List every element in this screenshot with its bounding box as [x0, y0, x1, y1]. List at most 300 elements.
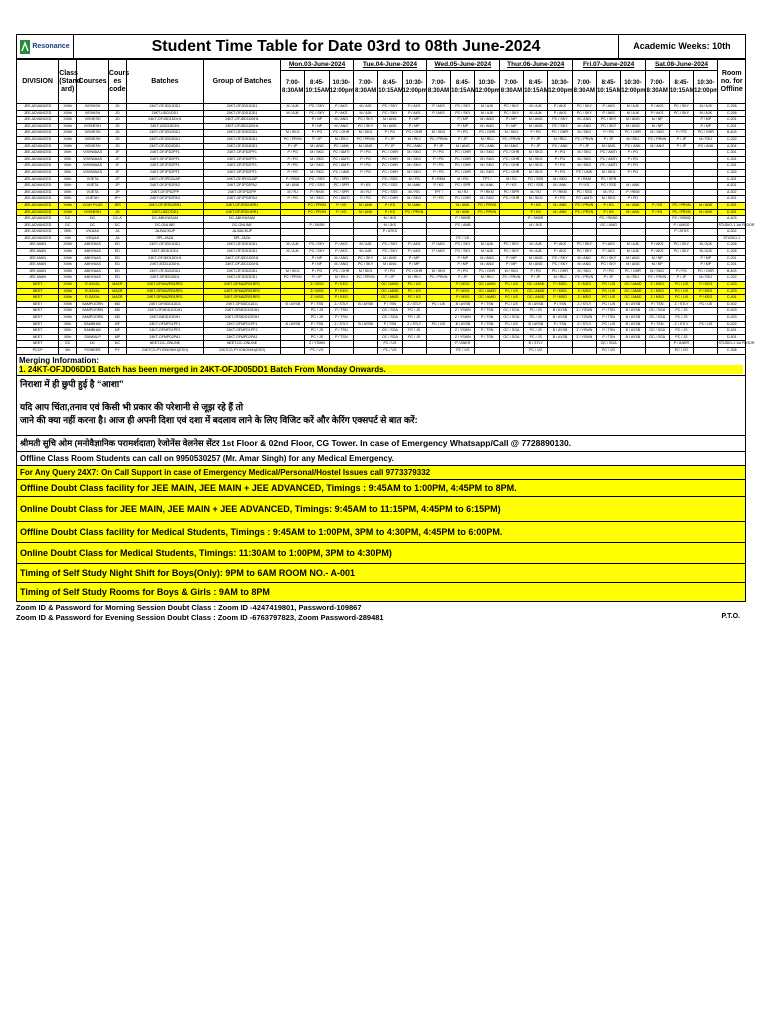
class-cell: DC [59, 222, 77, 229]
session-cell: P / PG [669, 268, 693, 275]
col-division: DIVISION [17, 60, 59, 104]
session-cell: P / PG [524, 268, 548, 275]
zoom-morning: Zoom ID & Password for Morning Session Doubt Class : Zoom ID -4247419801, Password-109867 [16, 602, 362, 612]
session-cell [694, 222, 718, 229]
session-cell: PC / US [378, 341, 402, 348]
session-cell [329, 341, 353, 348]
session-cell: P / MP [402, 123, 426, 130]
course-code-cell: MF [108, 321, 126, 328]
session-cell: M / ANG [621, 117, 645, 124]
session-cell: M / SKG [281, 130, 305, 137]
session-cell: P / JP [524, 275, 548, 282]
room-cell: C-202 [718, 275, 746, 282]
table-row [17, 235, 746, 242]
course-code-cell: JP+ [108, 196, 126, 203]
session-cell: B / AYSB [621, 301, 645, 308]
group-cell: 24KT-OFJRS01RR1 [203, 209, 280, 216]
day-header: Mon.03-June-2024 [281, 60, 354, 71]
course-cell: IVISHISH [77, 110, 109, 117]
session-cell: P / ATKS [669, 229, 693, 236]
session-cell [645, 216, 669, 223]
group-cell: 24KT-OFJPD2PA3 [203, 196, 280, 203]
session-cell [645, 235, 669, 242]
session-cell: M / ANG [329, 262, 353, 269]
session-cell: PC / OHR [548, 130, 572, 137]
resonance-logo [17, 35, 74, 58]
division-cell: JEE-ADVANCED [17, 169, 59, 176]
session-cell: M / RKJ [548, 136, 572, 143]
session-cell: M / SKG [426, 268, 450, 275]
room-cell: C-301 [718, 150, 746, 157]
session-cell [426, 295, 450, 302]
session-cell: M / SKG [645, 130, 669, 137]
session-cell: M / SKG [524, 156, 548, 163]
group-cell: 24KT-OFMDD1DDH1 [203, 315, 280, 322]
session-cell: M / NP [645, 262, 669, 269]
session-cell: PC / SKY [353, 123, 377, 130]
table-row [17, 196, 746, 203]
session-cell [596, 229, 620, 236]
table-row [17, 150, 746, 157]
session-cell: M / RKJ [621, 136, 645, 143]
session-cell: M / ANK [353, 209, 377, 216]
session-cell: P / JP [378, 143, 402, 150]
session-cell [281, 255, 305, 262]
session-cell [548, 216, 572, 223]
session-cell [353, 282, 377, 289]
offline-emergency-note: Offline Class Room Students can call on 9950530257 (Mr. Amar Singh) for any Medical Emergency. [16, 452, 746, 466]
session-cell: P / RKM [572, 176, 596, 183]
room-cell: C-202 [718, 136, 746, 143]
session-cell: Z / STLY [402, 321, 426, 328]
session-cell: P / ANKR [451, 341, 475, 348]
session-cell: M / ANG [596, 143, 620, 150]
session-cell: M / ANK [402, 183, 426, 190]
session-cell: M / AJK [621, 110, 645, 117]
session-cell: P / NP [305, 123, 329, 130]
session-cell: PC / PRVN [572, 202, 596, 209]
doubt-class-4: Online Doubt Class for Medical Students, Timings: 11:30AM to 1:00PM, 3PM to 4:30PM) [16, 543, 746, 564]
session-cell: P / KS [596, 209, 620, 216]
session-cell: M / SKG [524, 150, 548, 157]
batch-cell: 24KT-IEDD1DD1 [126, 249, 203, 256]
room-cell: A-301 [718, 196, 746, 203]
timetable [16, 59, 755, 355]
session-cell: PC / OHR [499, 156, 523, 163]
session-cell: P / KS [499, 183, 523, 190]
session-cell: P / PG [548, 150, 572, 157]
class-cell: XIIIth [59, 249, 77, 256]
session-cell: M / ANG [305, 143, 329, 150]
table-row [17, 275, 746, 282]
session-cell: P / PG [621, 196, 645, 203]
session-cell: B / AYSB [548, 328, 572, 335]
division-cell: JEE-ADVANCED [17, 150, 59, 157]
session-cell: M / SKG [305, 163, 329, 170]
course-code-cell: MD [108, 315, 126, 322]
session-cell: M / ANG [378, 123, 402, 130]
session-cell: P / AKS [596, 110, 620, 117]
division-cell: JEE-ADVANCED [17, 136, 59, 143]
session-cell: PC / JS [524, 334, 548, 341]
session-cell: P / PG [426, 169, 450, 176]
session-cell [353, 341, 377, 348]
session-cell: M / AJK [475, 110, 499, 117]
session-cell: P / RKM [305, 189, 329, 196]
session-cell: P / AKS [548, 110, 572, 117]
session-cell: P / KS [596, 202, 620, 209]
session-cell: M / RG [451, 176, 475, 183]
session-cell: PC / SKY [305, 110, 329, 117]
room-cell: B-403 [718, 268, 746, 275]
session-cell: PC / PRVN [281, 275, 305, 282]
session-cell [281, 216, 305, 223]
session-cell: B / AYSB [353, 301, 377, 308]
group-cell: 24KTCG-PYIONONH1(ESO) [203, 347, 280, 354]
session-cell: PC / JS [669, 308, 693, 315]
session-cell: M / SKG [353, 130, 377, 137]
session-cell [402, 222, 426, 229]
session-cell: B / AYSB [548, 315, 572, 322]
group-cell: NEET-DC-ONLINE [203, 341, 280, 348]
room-cell: C-206 [718, 242, 746, 249]
session-cell: P / MP [402, 117, 426, 124]
session-cell [669, 196, 693, 203]
course-code-cell: MAZR [108, 282, 126, 289]
session-cell: PC / SSS [378, 189, 402, 196]
session-cell: PC / ANK [548, 143, 572, 150]
session-cell: P / AKS [548, 104, 572, 111]
session-cell: OC / SGA [499, 315, 523, 322]
session-cell: PC / JS [305, 328, 329, 335]
session-cell: P / TSN [475, 301, 499, 308]
session-cell: M / RJ [524, 189, 548, 196]
session-cell [353, 176, 377, 183]
session-cell: Z / YSWN [451, 308, 475, 315]
batch-cell: DC-ONLINE [126, 222, 203, 229]
course-code-cell: JD [108, 209, 126, 216]
session-cell [329, 347, 353, 354]
session-cell: P / KS [378, 202, 402, 209]
session-cell: P / AKS [645, 110, 669, 117]
session-cell [694, 156, 718, 163]
session-cell: PC / JS [402, 315, 426, 322]
session-cell [572, 341, 596, 348]
group-cell: 24KT-OFJDD4DD1 [203, 143, 280, 150]
room-cell: D-401 [718, 334, 746, 341]
slot-header: 10:30-12:00pm [621, 71, 645, 104]
session-cell: P / TSN [329, 308, 353, 315]
room-cell: D-403 [718, 308, 746, 315]
session-cell: M / SKG [402, 150, 426, 157]
session-cell: M / ANG [621, 255, 645, 262]
session-cell: M / ANK [548, 209, 572, 216]
session-cell [281, 334, 305, 341]
room-cell: C-206 [718, 104, 746, 111]
session-cell: P / PG [426, 196, 450, 203]
session-cell [548, 235, 572, 242]
session-cell: Z / MSG [305, 288, 329, 295]
session-cell: PC / VG [596, 347, 620, 354]
session-cell: M / ANK [548, 202, 572, 209]
session-cell: P / SKBR [524, 216, 548, 223]
batch-cell: 24KT-OFJFD2PF1 [126, 163, 203, 170]
class-cell: Xth [59, 347, 77, 354]
slot-header: 7:00-8:30AM [353, 71, 377, 104]
course-cell: IVISHESH [77, 209, 109, 216]
session-cell: PC / SKY [499, 242, 523, 249]
session-cell: M / RKJ [548, 275, 572, 282]
batch-cell: 24KT-OFJDD1DD1 [126, 104, 203, 111]
session-cell [694, 328, 718, 335]
session-cell: PC / SKY [378, 104, 402, 111]
session-cell: M / ANG [378, 117, 402, 124]
group-cell: JA-BACKUP [203, 229, 280, 236]
class-cell: XIIIth [59, 123, 77, 130]
session-cell: PC / VD [451, 235, 475, 242]
session-cell: P / MSG [548, 282, 572, 289]
session-cell: P / JP [305, 136, 329, 143]
session-cell [621, 347, 645, 354]
session-cell: P / TSN [475, 334, 499, 341]
session-cell [426, 308, 450, 315]
col-batches: Batches [126, 60, 203, 104]
session-cell: Z / MSG [305, 282, 329, 289]
table-row [17, 216, 746, 223]
group-cell: 24KT-OFJDD3DD1 [203, 136, 280, 143]
session-cell: PC / SKY [548, 117, 572, 124]
session-cell: M / ANK [402, 202, 426, 209]
session-cell: P / PG [596, 130, 620, 137]
self-study-2: Timing of Self Study Rooms for Boys & Girls : 9AM to 8PM [16, 583, 746, 602]
batch-cell: 24KT-OFJDD4DD1 [126, 143, 203, 150]
session-cell: PC / AMTI [596, 150, 620, 157]
session-cell [621, 176, 645, 183]
session-cell [645, 189, 669, 196]
session-cell: PC / SSS [524, 176, 548, 183]
course-code-cell: JP [108, 189, 126, 196]
slot-header: 7:00-8:30AM [281, 71, 305, 104]
session-cell [281, 315, 305, 322]
division-cell: JEE-ADVANCED [17, 235, 59, 242]
session-cell: OC / AMID [621, 295, 645, 302]
session-cell: M / ANG [645, 143, 669, 150]
session-cell: M / ANK [451, 209, 475, 216]
session-cell: Z / STLY [329, 321, 353, 328]
session-cell: P / MP [694, 262, 718, 269]
session-cell: PC / SKY [451, 249, 475, 256]
session-cell: M / ANG [572, 117, 596, 124]
room-cell: D-301 [718, 202, 746, 209]
session-cell: PC / UMK [329, 169, 353, 176]
session-cell [694, 229, 718, 236]
table-row [17, 308, 746, 315]
session-cell: M / SKG [524, 169, 548, 176]
room-cell: C-403 [718, 288, 746, 295]
group-cell: 24KT-OFMAZR01RR1 [203, 288, 280, 295]
session-cell: M / SKG [402, 196, 426, 203]
session-cell: M / AJK [281, 110, 305, 117]
session-cell: M / SKG [596, 169, 620, 176]
session-cell [475, 341, 499, 348]
session-cell: M / AJK [475, 242, 499, 249]
session-cell: M / AJK [524, 249, 548, 256]
session-cell: PC / OHR [378, 196, 402, 203]
class-cell: XIIIth [59, 275, 77, 282]
session-cell: OC / SGA [499, 308, 523, 315]
session-cell: Z / YSWN [451, 334, 475, 341]
division-cell: JEE-ADVANCED [17, 117, 59, 124]
session-cell: M / AJK [621, 104, 645, 111]
session-cell: M / NP [645, 255, 669, 262]
session-cell: P / TSN [475, 308, 499, 315]
class-cell: XIIth [59, 183, 77, 190]
session-cell: P / MP [694, 123, 718, 130]
session-cell: PC / SKY [669, 104, 693, 111]
session-cell: B / AYSB [621, 321, 645, 328]
session-cell: PC / SSS [524, 183, 548, 190]
group-cell: SPL-JAZA [203, 235, 280, 242]
session-cell: Z / YSWN [305, 341, 329, 348]
session-cell: P / AKS [329, 242, 353, 249]
session-cell: M / RJ [451, 189, 475, 196]
session-cell [475, 216, 499, 223]
class-cell: XIIIth [59, 262, 77, 269]
class-cell: XIIIth [59, 268, 77, 275]
session-cell: P / RKM [475, 189, 499, 196]
session-cell: PC / PRVN [281, 136, 305, 143]
session-cell [281, 123, 305, 130]
course-code-cell: MP [108, 334, 126, 341]
session-cell: M / SKG [475, 156, 499, 163]
group-cell: 24KT-OFMFD1PF1 [203, 321, 280, 328]
course-cell: DC [77, 216, 109, 223]
session-cell: M / RKJ [694, 136, 718, 143]
course-cell: VIJETA [77, 189, 109, 196]
session-cell: PC / PRVN [426, 275, 450, 282]
session-cell: P / PG [524, 130, 548, 137]
table-row [17, 288, 746, 295]
room-cell: C-403 [718, 282, 746, 289]
motivation-line-2: यदि आप चिंता,तनाव एवं किसी भी प्रकार की परेशानी से जूझ रहे हैं तो [20, 401, 244, 412]
session-cell: M / SKG [572, 150, 596, 157]
session-cell [548, 222, 572, 229]
session-cell: P / AKS [402, 242, 426, 249]
session-cell: P / PG [548, 196, 572, 203]
room-cell: D-402 [718, 301, 746, 308]
session-cell [669, 163, 693, 170]
session-cell: PC / AMTI [572, 196, 596, 203]
session-cell: PC / ANK [329, 143, 353, 150]
division-cell: JEE-ADVANCED [17, 130, 59, 137]
session-cell: PC / PRVN [305, 209, 329, 216]
table-row [17, 282, 746, 289]
table-row [17, 301, 746, 308]
session-cell: PC / US [596, 301, 620, 308]
group-cell: 24KT-OFJDD1DDH1 [203, 262, 280, 269]
session-cell: PC / SSS [378, 176, 402, 183]
class-cell: XIIth [59, 328, 77, 335]
doubt-class-2: Online Doubt Class for JEE MAIN, JEE MAIN + JEE ADVANCED, Timings: 9:45AM to 11:15PM, 4:45PM to 6:15PM) [16, 497, 746, 522]
session-cell [353, 328, 377, 335]
session-cell: M / NP [645, 117, 669, 124]
session-cell: M / ANG [572, 262, 596, 269]
division-cell: NEET [17, 295, 59, 302]
session-cell [426, 229, 450, 236]
division-cell: JEE-ADVANCED [17, 216, 59, 223]
table-row [17, 163, 746, 170]
session-cell: PC / OHR [451, 196, 475, 203]
course-code-cell: MAZR [108, 295, 126, 302]
class-cell: XIIIth [59, 295, 77, 302]
session-cell: Z / MSG [572, 282, 596, 289]
session-cell: P / TSN [596, 328, 620, 335]
course-code-cell: JA [108, 229, 126, 236]
session-cell: M / AJK [353, 242, 377, 249]
class-cell: XIIIth [59, 301, 77, 308]
course-code-cell: JD [108, 143, 126, 150]
session-cell: M / JKS [378, 216, 402, 223]
session-cell [426, 262, 450, 269]
session-cell: P / ATKS [378, 229, 402, 236]
session-cell [524, 229, 548, 236]
session-cell [426, 282, 450, 289]
session-cell [694, 163, 718, 170]
session-cell: PC / SKY [572, 110, 596, 117]
course-cell: VIKAAS [77, 235, 109, 242]
session-cell: M / AJK [621, 249, 645, 256]
session-cell: PC / SKY [572, 249, 596, 256]
course-code-cell: JD [108, 130, 126, 137]
session-cell: PC / US [596, 295, 620, 302]
session-cell: PC / JS [402, 334, 426, 341]
course-cell: ABHYAAS [77, 262, 109, 269]
batch-cell: 24KT-OFMDD1DDH1 [126, 308, 203, 315]
table-row [17, 242, 746, 249]
session-cell: PC / OHR [378, 150, 402, 157]
session-cell [281, 262, 305, 269]
session-cell: P / JP [572, 143, 596, 150]
session-cell [669, 169, 693, 176]
division-cell: NEET [17, 308, 59, 315]
class-cell: XIIIth [59, 308, 77, 315]
session-cell [281, 295, 305, 302]
slot-header: 10:30-12:00pm [548, 71, 572, 104]
course-cell: ABHYAAS [77, 249, 109, 256]
course-cell: SAMPOORN [77, 315, 109, 322]
session-cell: PC / AMTI [596, 156, 620, 163]
session-cell: M / RKJ [475, 275, 499, 282]
session-cell: P / KEG [329, 288, 353, 295]
session-cell: P / PG [548, 169, 572, 176]
session-cell: M / ANG [353, 143, 377, 150]
session-cell: P / RKM [281, 176, 305, 183]
session-cell: PC / PRVN [475, 202, 499, 209]
session-cell: B / AYSB [281, 321, 305, 328]
session-cell: OC / AMID [378, 295, 402, 302]
session-cell: P / KEG [329, 282, 353, 289]
session-cell: M / RKJ [475, 136, 499, 143]
session-cell: Z / STLY [572, 301, 596, 308]
session-cell: M / SKG [475, 163, 499, 170]
group-cell: DC-ABHYASAM [203, 216, 280, 223]
session-cell: P / MP [499, 262, 523, 269]
day-header: Sat.08-June-2024 [645, 60, 718, 71]
session-cell: M / ANG [572, 123, 596, 130]
room-cell: C-401 [718, 295, 746, 302]
session-cell: P / NP [305, 117, 329, 124]
division-cell: NEET [17, 315, 59, 322]
